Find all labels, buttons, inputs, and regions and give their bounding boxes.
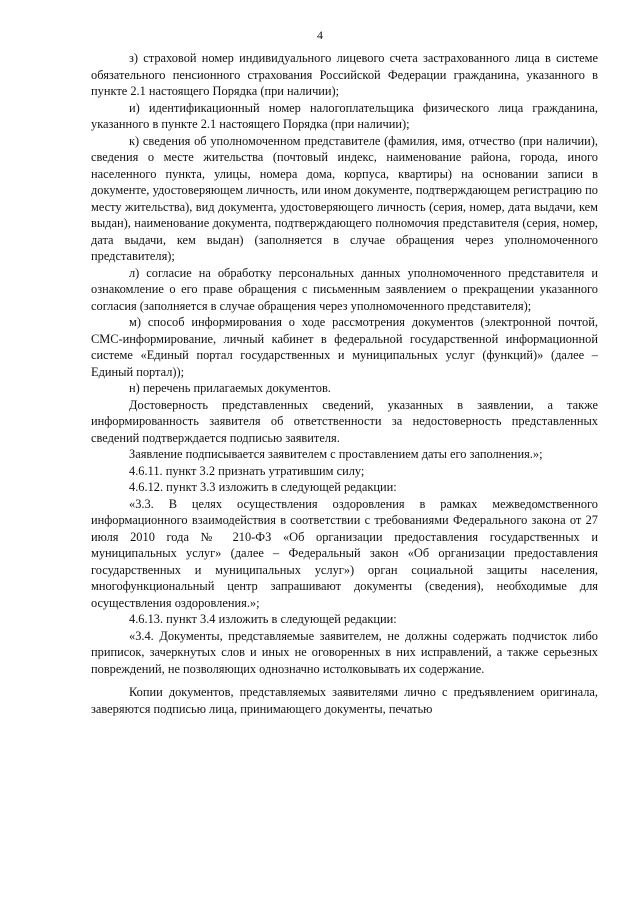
paragraph-copies: Копии документов, представляемых заявителями лично с предъявлением оригинала, заверяются подписью лица, принимающего документы, печатью <box>91 685 598 716</box>
paragraph-section-3-3: «3.3. В целях осуществления оздоровления в рамках межведомственного информационного взаимодействия в соответствии с требованиями Федерального закона от 27 июля 2010 года № 210-ФЗ «Об организации предоставления государственных и муниципальных услуг» (далее – Федеральный закон «Об организации предоставления государственных и муниципальных услуг») орган социальной защиты населения, многофункциональный центр запрашивают документы (сведения), необходимые для осуществления оздоровления.»; <box>91 496 598 610</box>
paragraph-item-i: и) идентификационный номер налогоплательщика физического лица гражданина, указанного в пункте 2.1 настоящего Порядка (при наличии); <box>91 100 598 131</box>
paragraph-signature: Заявление подписывается заявителем с проставлением даты его заполнения.»; <box>129 447 543 461</box>
paragraph-section-3-4: «3.4. Документы, представляемые заявителем, не должны содержать подчисток либо приписок, зачеркнутых слов и иных не оговоренных в них исправлений, а также серьезных повреждений, не позволяющих однозначно истолковывать их содержание. <box>91 628 598 676</box>
paragraph-clause-4-6-11: 4.6.11. пункт 3.2 признать утратившим силу; <box>129 463 365 478</box>
paragraph-clause-4-6-13: 4.6.13. пункт 3.4 изложить в следующей редакции: <box>129 612 397 626</box>
page-number: 4 <box>317 28 323 42</box>
paragraph-item-n: н) перечень прилагаемых документов. <box>129 381 331 395</box>
paragraph-item-m: м) способ информирования о ходе рассмотрения документов (электронной почтой, СМС-информирование, личный кабинет в федеральной государственной информационной системе «Единый портал государственных и муниципальных услуг (функций)» (далее – Единый портал)); <box>91 315 598 379</box>
paragraph-item-l: л) согласие на обработку персональных данных уполномоченного представителя и ознакомление о его праве обращения с письменным заявлением о прекращении указанного согласия (заполняется в случае обращения через уполномоченного представителя); <box>91 265 598 313</box>
document-body <box>91 50 598 717</box>
paragraph-item-z: з) страховой номер индивидуального лицевого счета застрахованного лица в системе обязательного пенсионного страхования Российской Федерации гражданина, указанного в пункте 2.1 настоящего Порядка (при наличии); <box>91 51 598 98</box>
paragraph-item-k: к) сведения об уполномоченном представителе (фамилия, имя, отчество (при наличии), сведения о месте жительства (почтовый индекс, наименование района, города, иного населенного пункта, улицы, номера дома, корпуса, квартиры) на основании записи в документе, удостоверяющем личность, или ином документе, подтверждающем регистрацию по месту жительства), вид документа, удостоверяющего личность (серия, номер, дата выдачи, кем выдан), наименование документа, подтверждающего полномочия представителя (серия, номер, дата выдачи, кем выдан) (заполняется в случае обращения через уполномоченного представителя); <box>91 133 598 263</box>
paragraph-reliability: Достоверность представленных сведений, указанных в заявлении, а также информированность заявителя об ответственности за недостоверность представленных сведений подтверждается подписью заявителя. <box>91 397 598 445</box>
paragraph-clause-4-6-12: 4.6.12. пункт 3.3 изложить в следующей редакции: <box>129 480 397 494</box>
